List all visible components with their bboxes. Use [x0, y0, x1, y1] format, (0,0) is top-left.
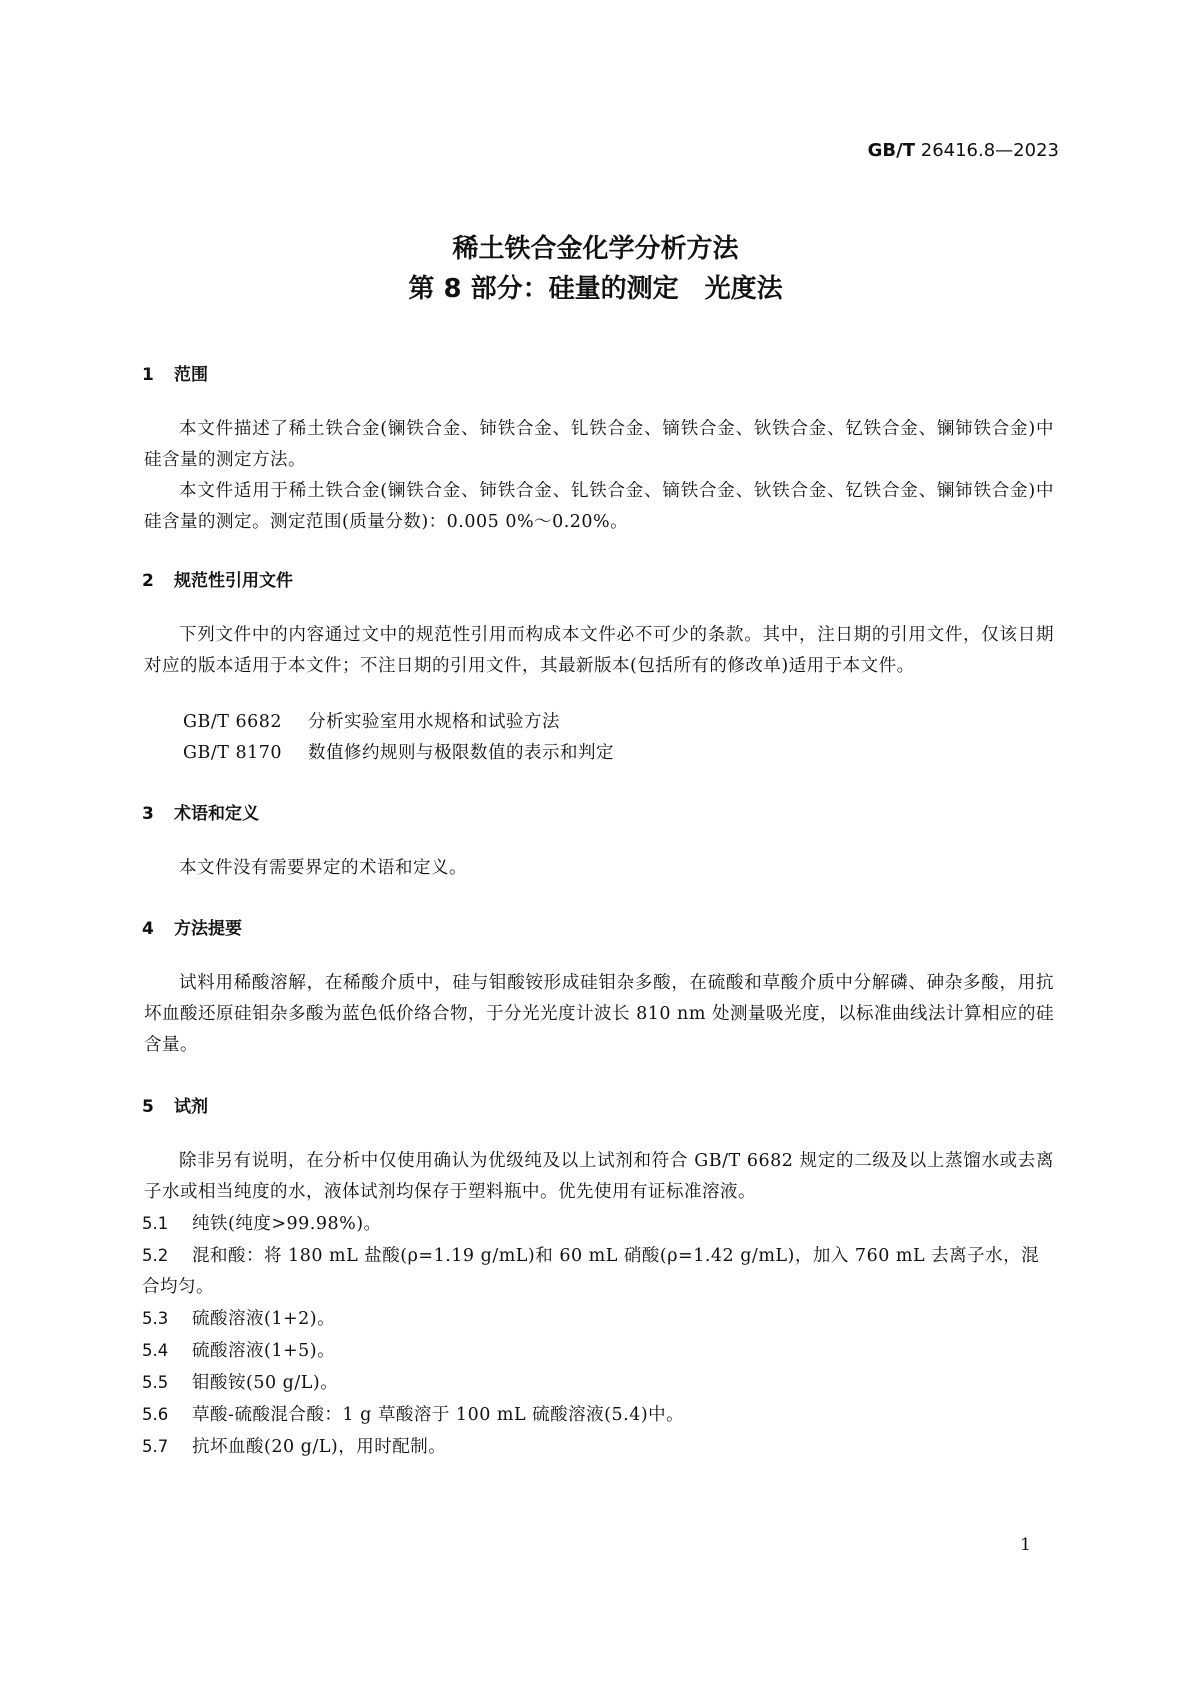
reference-item	[183, 708, 560, 733]
section-heading-principle	[142, 914, 242, 939]
section-title: 规范性引用文件	[174, 571, 293, 591]
item-number: 5.7	[142, 1437, 169, 1456]
standard-prefix: GB/T	[867, 140, 916, 161]
list-item	[142, 1335, 1054, 1367]
list-item	[142, 1399, 1054, 1431]
section-heading-scope	[142, 360, 208, 385]
section-title: 范围	[174, 365, 208, 385]
item-number: 5.1	[142, 1214, 169, 1233]
item-text: 抗坏血酸(20 g/L)，用时配制。	[192, 1437, 447, 1457]
item-number: 5.4	[142, 1341, 169, 1360]
paragraph: 本文件描述了稀土铁合金(镧铁合金、铈铁合金、钆铁合金、镝铁合金、钬铁合金、钇铁合金、镧铈铁合金)中硅含量的测定方法。	[144, 419, 1054, 470]
list-item	[142, 1240, 1054, 1303]
section-number: 5	[142, 1097, 154, 1117]
standard-number: 26416.8—2023	[920, 140, 1059, 161]
document-title-line2: 第 8 部分：硅量的测定 光度法	[408, 274, 783, 304]
page-number: 1	[1020, 1535, 1031, 1555]
document-title-line1: 稀土铁合金化学分析方法	[452, 234, 739, 264]
item-number: 5.3	[142, 1309, 169, 1328]
section-body-terms	[144, 853, 1054, 884]
section-heading-reagents	[142, 1092, 208, 1117]
reference-code: GB/T 6682	[183, 712, 283, 732]
item-text: 草酸-硫酸混合酸：1 g 草酸溶于 100 mL 硫酸溶液(5.4)中。	[192, 1405, 685, 1425]
section-body-normative-references	[144, 620, 1054, 682]
section-number: 3	[142, 804, 154, 824]
item-text: 纯铁(纯度>99.98%)。	[192, 1214, 382, 1234]
list-item	[142, 1208, 1054, 1240]
paragraph: 本文件适用于稀土铁合金(镧铁合金、铈铁合金、钆铁合金、镝铁合金、钬铁合金、钇铁合金、镧铈铁合金)中硅含量的测定。测定范围(质量分数)：0.005 0%～0.20%。	[144, 481, 1054, 532]
paragraph: 下列文件中的内容通过文中的规范性引用而构成本文件必不可少的条款。其中，注日期的引用文件，仅该日期对应的版本适用于本文件；不注日期的引用文件，其最新版本(包括所有的修改单)适用于本文件。	[144, 625, 1054, 676]
paragraph: 本文件没有需要界定的术语和定义。	[179, 858, 467, 878]
item-text: 混和酸：将 180 mL 盐酸(ρ=1.19 g/mL)和 60 mL 硝酸(ρ=1.42 g/mL)，加入 760 mL 去离子水，混合均匀。	[142, 1246, 1040, 1297]
section-body-principle	[144, 968, 1054, 1061]
reference-code: GB/T 8170	[183, 743, 283, 763]
section-title: 方法提要	[174, 919, 242, 939]
section-heading-terms	[142, 799, 259, 824]
section-number: 2	[142, 571, 154, 591]
reference-item	[183, 739, 614, 764]
reference-title: 数值修约规则与极限数值的表示和判定	[308, 743, 614, 763]
section-number: 4	[142, 919, 154, 939]
item-number: 5.5	[142, 1373, 169, 1392]
reagent-list	[142, 1208, 1054, 1463]
reference-title: 分析实验室用水规格和试验方法	[308, 712, 560, 732]
section-body-reagents	[144, 1146, 1054, 1208]
section-title: 试剂	[174, 1097, 208, 1117]
list-item	[142, 1303, 1054, 1335]
item-text: 硫酸溶液(1+2)。	[192, 1309, 336, 1329]
standard-code	[868, 140, 1059, 161]
section-body-scope	[144, 414, 1054, 538]
item-number: 5.6	[142, 1405, 169, 1424]
section-heading-normative-references	[142, 566, 293, 591]
item-text: 硫酸溶液(1+5)。	[192, 1341, 336, 1361]
section-number: 1	[142, 365, 154, 385]
section-title: 术语和定义	[174, 804, 259, 824]
item-text: 钼酸铵(50 g/L)。	[192, 1373, 339, 1393]
paragraph: 试料用稀酸溶解，在稀酸介质中，硅与钼酸铵形成硅钼杂多酸，在硫酸和草酸介质中分解磷、砷杂多酸，用抗坏血酸还原硅钼杂多酸为蓝色低价络合物，于分光光度计波长 810 nm 处测量吸光度，以标准曲线法计算相应的硅含量。	[144, 973, 1054, 1055]
paragraph: 除非另有说明，在分析中仅使用确认为优级纯及以上试剂和符合 GB/T 6682 规定的二级及以上蒸馏水或去离子水或相当纯度的水，液体试剂均保存于塑料瓶中。优先使用有证标准溶液。	[144, 1151, 1054, 1202]
list-item	[142, 1431, 1054, 1463]
list-item	[142, 1367, 1054, 1399]
item-number: 5.2	[142, 1246, 169, 1265]
